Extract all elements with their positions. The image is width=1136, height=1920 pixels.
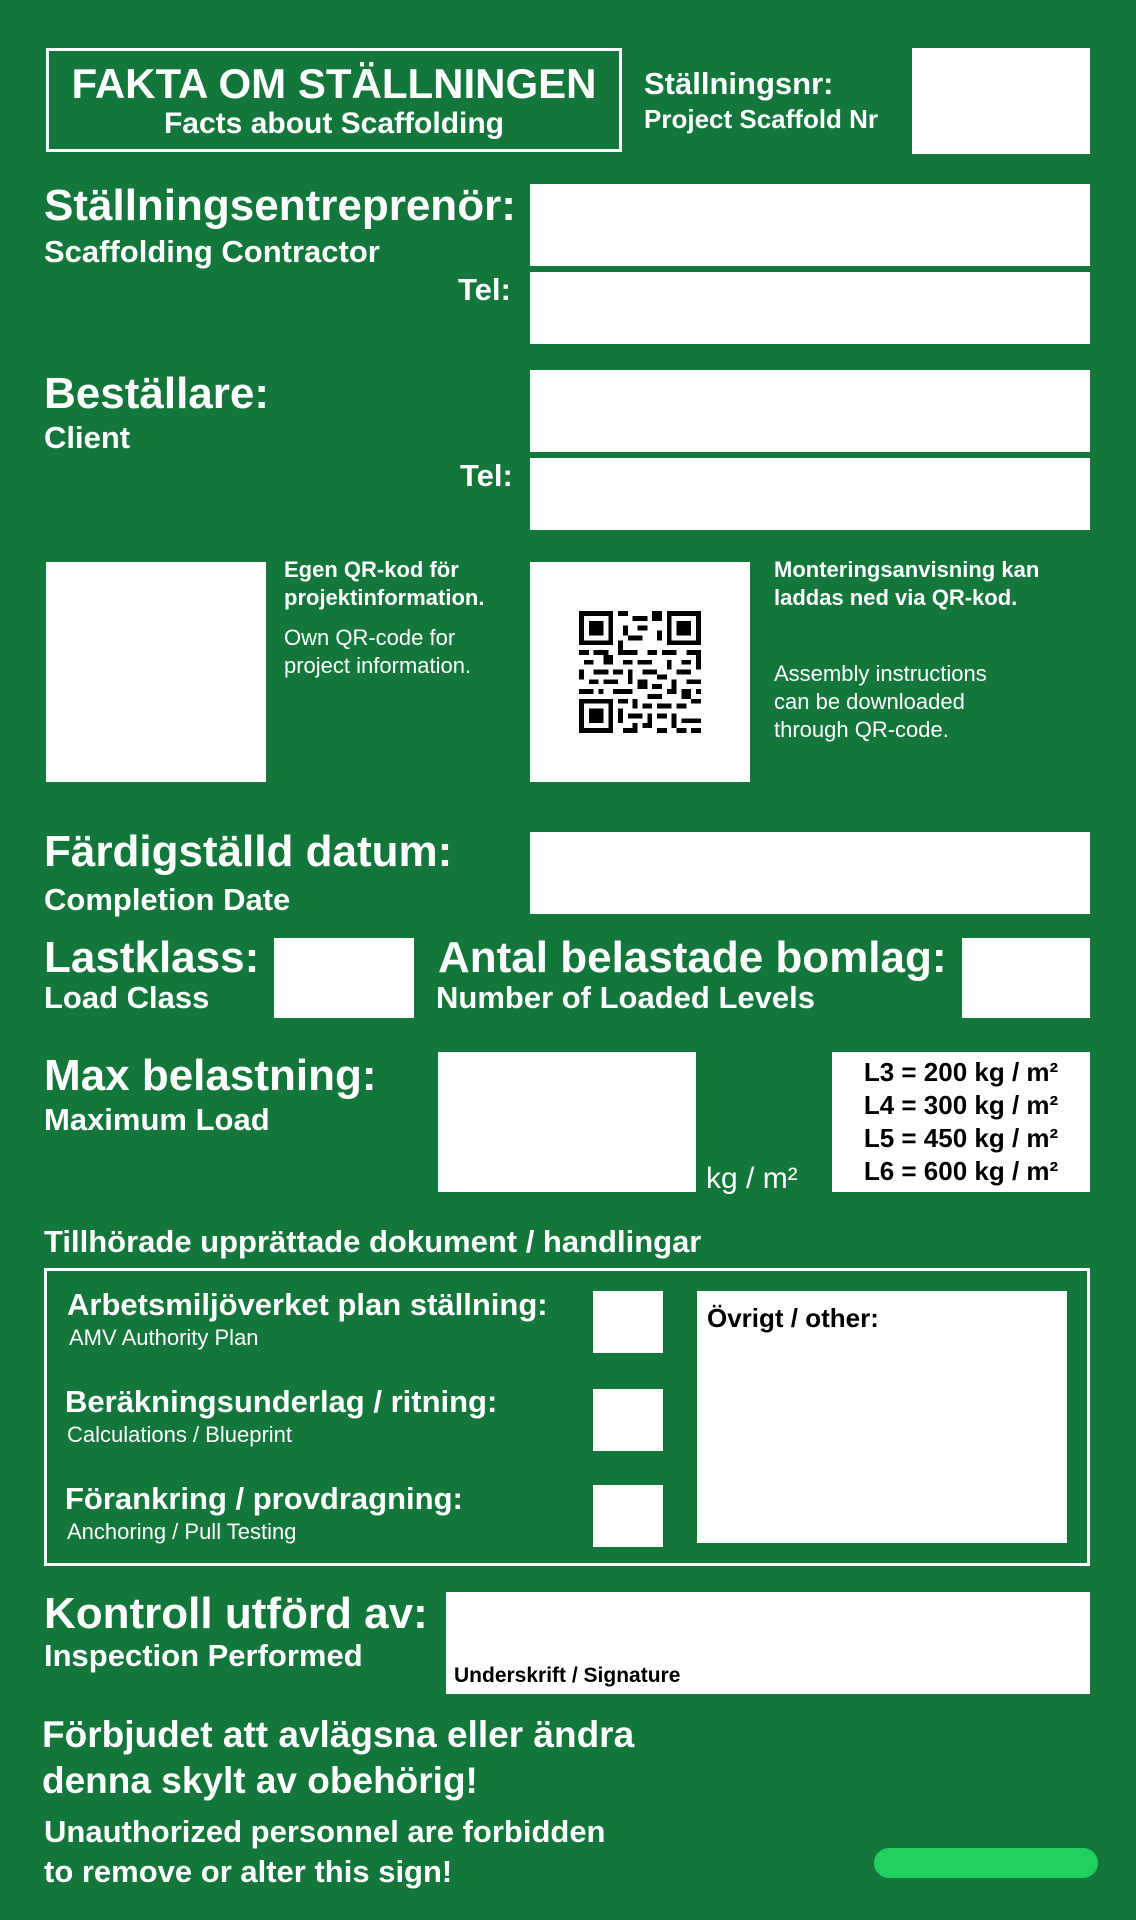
scaffold-nr-label-sv: Ställningsnr:	[644, 66, 834, 101]
client-name-field[interactable]	[530, 370, 1090, 452]
load-class-row: L5 = 450 kg / m²	[863, 1123, 1059, 1153]
other-field[interactable]	[697, 1291, 1067, 1543]
completion-label-en: Completion Date	[44, 882, 291, 917]
doc-amv-checkbox[interactable]	[593, 1291, 663, 1353]
client-label-en: Client	[44, 420, 131, 455]
doc-anchoring-checkbox[interactable]	[593, 1485, 663, 1547]
doc-anchoring-label: Förankring / provdragning:	[65, 1481, 463, 1516]
assembly-qr-box	[530, 562, 750, 782]
inspection-label-sv: Kontroll utförd av:	[44, 1589, 428, 1638]
warning-sv-line2: denna skylt av obehörig!	[42, 1760, 478, 1801]
scaffold-nr-field[interactable]	[912, 48, 1090, 154]
client-tel-label: Tel:	[460, 458, 513, 493]
max-load-unit: kg / m²	[706, 1162, 798, 1195]
own-qr-text-sv: Egen QR-kod för projektinformation.	[284, 557, 485, 610]
warning-en-line2: to remove or alter this sign!	[44, 1854, 453, 1889]
signature-field[interactable]	[446, 1592, 1090, 1694]
doc-calculations-sublabel: Calculations / Blueprint	[67, 1422, 293, 1447]
load-class-table	[832, 1052, 1090, 1192]
load-class-label-en: Load Class	[44, 980, 210, 1015]
load-class-label-sv: Lastklass:	[44, 933, 260, 982]
doc-anchoring-sublabel: Anchoring / Pull Testing	[67, 1519, 297, 1544]
other-label: Övrigt / other:	[707, 1303, 879, 1333]
loaded-levels-label-en: Number of Loaded Levels	[436, 980, 815, 1015]
inspection-label-en: Inspection Performed	[44, 1638, 363, 1673]
completion-label-sv: Färdigställd datum:	[44, 827, 453, 876]
title-box	[46, 48, 622, 152]
contractor-name-field[interactable]	[530, 184, 1090, 266]
sign-title-en: Facts about Scaffolding	[163, 107, 505, 140]
warning-en-line1: Unauthorized personnel are forbidden	[44, 1814, 606, 1849]
loaded-levels-label-sv: Antal belastade bomlag:	[438, 933, 947, 982]
max-load-label-en: Maximum Load	[44, 1102, 270, 1137]
doc-amv-sublabel: AMV Authority Plan	[69, 1325, 259, 1350]
loaded-levels-field[interactable]	[962, 938, 1090, 1018]
completion-date-field[interactable]	[530, 832, 1090, 914]
warning-sv-line1: Förbjudet att avlägsna eller ändra	[42, 1714, 635, 1755]
scaffold-nr-label-en: Project Scaffold Nr	[644, 104, 879, 134]
documents-heading: Tillhörade upprättade dokument / handlingar	[44, 1224, 702, 1259]
client-tel-field[interactable]	[530, 458, 1090, 530]
documents-frame	[44, 1268, 1090, 1566]
doc-calculations-checkbox[interactable]	[593, 1389, 663, 1451]
load-class-row: L6 = 600 kg / m²	[863, 1156, 1059, 1186]
logo-badge	[874, 1848, 1098, 1878]
max-load-field[interactable]	[438, 1052, 696, 1192]
load-class-field[interactable]	[274, 938, 414, 1018]
contractor-tel-label: Tel:	[458, 272, 511, 307]
sign-title-sv: FAKTA OM STÄLLNINGEN	[71, 60, 597, 107]
load-class-row: L3 = 200 kg / m²	[863, 1057, 1059, 1087]
contractor-label-sv: Ställningsentreprenör:	[44, 181, 516, 230]
max-load-label-sv: Max belastning:	[44, 1051, 377, 1100]
qr-code-icon[interactable]	[579, 611, 701, 733]
contractor-label-en: Scaffolding Contractor	[44, 234, 380, 269]
own-qr-text-en: Own QR-code for project information.	[284, 625, 472, 678]
signature-label: Underskrift / Signature	[454, 1664, 681, 1687]
client-label-sv: Beställare:	[44, 369, 270, 418]
doc-amv-label: Arbetsmiljöverket plan ställning:	[67, 1287, 548, 1322]
contractor-tel-field[interactable]	[530, 272, 1090, 344]
own-qr-placeholder[interactable]	[46, 562, 266, 782]
assembly-qr-text-en: Assembly instructions can be downloaded through QR-code.	[774, 661, 987, 742]
load-class-row: L4 = 300 kg / m²	[863, 1090, 1059, 1120]
assembly-qr-text-sv: Monteringsanvisning kan laddas ned via QR-kod.	[774, 557, 1040, 610]
doc-calculations-label: Beräkningsunderlag / ritning:	[65, 1384, 498, 1419]
